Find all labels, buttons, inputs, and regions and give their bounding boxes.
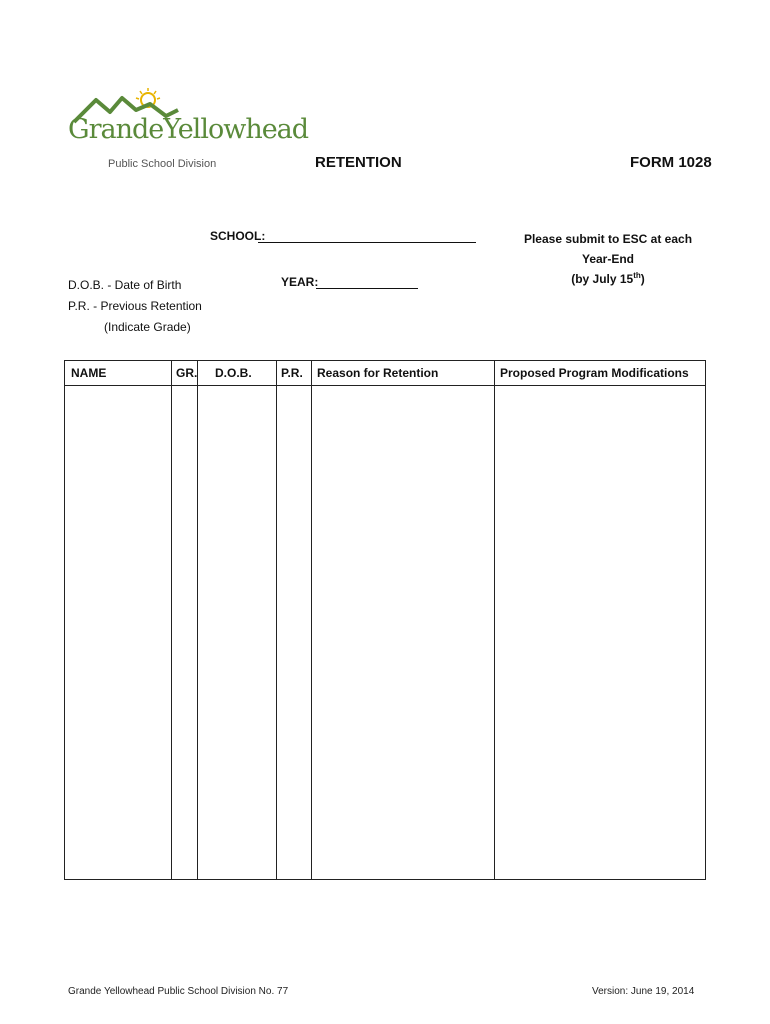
- logo-wordmark: GrandeYellowhead: [68, 114, 309, 145]
- school-field[interactable]: [258, 242, 476, 243]
- abbreviation-legend: [68, 275, 202, 338]
- legend-pr-note: (Indicate Grade): [104, 320, 191, 334]
- legend-pr: P.R. - Previous Retention: [68, 299, 202, 313]
- logo-subtitle: Public School Division: [108, 158, 217, 170]
- form-title: RETENTION: [315, 154, 402, 171]
- column-divider: [311, 361, 312, 879]
- submit-instructions: [508, 229, 708, 289]
- column-header-modifications: Proposed Program Modifications: [500, 366, 689, 380]
- column-header-reason: Reason for Retention: [317, 366, 439, 380]
- column-header-grade: GR.: [176, 366, 198, 380]
- submit-line-1: Please submit to ESC at each Year-End: [523, 232, 693, 266]
- column-divider: [276, 361, 277, 879]
- footer-division: Grande Yellowhead Public School Division No. 77: [68, 986, 289, 997]
- column-header-dob: D.O.B.: [215, 366, 252, 380]
- column-divider: [171, 361, 172, 879]
- division-logo: [66, 86, 309, 176]
- footer-version: Version: June 19, 2014: [592, 986, 695, 997]
- legend-dob: D.O.B. - Date of Birth: [68, 278, 182, 292]
- year-field[interactable]: [316, 288, 418, 289]
- submit-line-2: (by July 15th): [571, 271, 645, 286]
- year-label: YEAR:: [281, 275, 319, 289]
- column-header-name: NAME: [71, 366, 107, 380]
- retention-table: [64, 360, 706, 880]
- column-header-pr: P.R.: [281, 366, 303, 380]
- school-label: SCHOOL:: [210, 229, 266, 243]
- column-divider: [197, 361, 198, 879]
- column-divider: [494, 361, 495, 879]
- form-number: FORM 1028: [630, 154, 712, 171]
